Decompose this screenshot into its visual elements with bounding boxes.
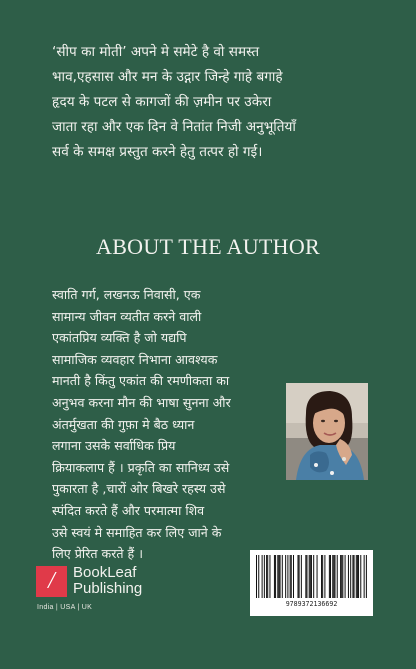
barcode-bar (360, 555, 361, 598)
barcode-bar (262, 555, 263, 598)
barcode-bar (277, 555, 278, 598)
barcode-bar (329, 555, 330, 598)
barcode-bar (337, 555, 338, 598)
barcode-bar (275, 555, 276, 598)
barcode-bars-icon (256, 555, 367, 598)
barcode-bar (358, 555, 359, 598)
barcode-bar (317, 555, 318, 598)
barcode-bar (256, 555, 257, 598)
barcode-bar (321, 555, 322, 598)
barcode-bar (330, 555, 331, 598)
barcode-bar (278, 555, 279, 598)
author-bio: स्वाति गर्ग, लखनऊ निवासी, एक सामान्य जीवन व्यतीत करने वाली एकांतप्रिय व्यक्ति है जो यद्यपि सामाजिक व्यवहार निभाना आवश्यक मानती है किंतु एकांत की रमणीकता का अनुभव करना मौन की भाषा सुनना और अंतर्मुखता की गुफ़ा मे बैठ ध्यान लगाना उसके सर्वाधिक प्रिय क्रियाकलाप हैं । प्रकृति का सानिध्य उसे पुकारता है ,चारों ओर बिखरे रहस्य उसे स्पंदित करते हैं और परमात्मा शिव उसे स्वयं मे समाहित कर लिए जाने के लिए प्रेरित करते हैं । (52, 287, 231, 562)
publisher-name-line1: BookLeaf (73, 564, 137, 581)
author-photo (286, 383, 368, 480)
barcode-bar (332, 555, 333, 598)
barcode-bar (345, 555, 346, 598)
barcode-bar (266, 555, 267, 598)
barcode-bar (290, 555, 291, 598)
book-blurb: ‘सीप का मोती’ अपने मे समेटे है वो समस्त भाव,एहसास और मन के उद्गार जिन्हे गाहे बगाहे हृदय के पटल से कागजों की ज़मीन पर उकेरा जाता रहा और एक दिन वे नितांत निजी अनुभूतियाँ सर्व के समक्ष प्रस्तुत करने हेतु तत्पर हो गई। (52, 44, 296, 160)
barcode-bar (305, 555, 306, 598)
barcode-bar (342, 555, 343, 598)
barcode-bar (293, 555, 294, 598)
barcode-bar (340, 555, 341, 598)
barcode-bar (310, 555, 311, 598)
barcode-bar (274, 555, 275, 598)
barcode-bar (311, 555, 312, 598)
author-portrait-illustration (286, 383, 368, 480)
publisher-name-line2: Publishing (73, 580, 143, 597)
barcode-bar (348, 555, 349, 598)
barcode-bar (306, 555, 307, 598)
barcode-bar (352, 555, 353, 598)
barcode-bar (282, 555, 283, 598)
barcode-bar (287, 555, 288, 598)
barcode-bar (334, 555, 335, 598)
barcode-bar (269, 555, 270, 598)
barcode-bar (309, 555, 310, 598)
barcode-bar (264, 555, 265, 598)
barcode-bar (357, 555, 358, 598)
barcode-bar (366, 555, 367, 598)
barcode-bar (322, 555, 323, 598)
barcode-bar (333, 555, 334, 598)
about-the-author-heading: ABOUT THE AUTHOR (96, 234, 320, 259)
publisher-logo (36, 566, 176, 616)
barcode-bar (313, 555, 314, 598)
publisher-regions: India | USA | UK (37, 604, 93, 611)
barcode-bar (267, 555, 268, 598)
barcode-bar (258, 555, 259, 598)
barcode-bar (299, 555, 300, 598)
barcode-bar (364, 555, 365, 598)
barcode-bar (285, 555, 286, 598)
barcode-bar (297, 555, 298, 598)
barcode-bar (350, 555, 351, 598)
isbn-number: 9789372136692 (285, 600, 338, 608)
barcode-bar (324, 555, 325, 598)
barcode-bar (356, 555, 357, 598)
barcode-bar (301, 555, 302, 598)
publisher-mark-icon: / (36, 566, 67, 597)
barcode-bar (341, 555, 342, 598)
barcode-bar (291, 555, 292, 598)
barcode-bar (280, 555, 281, 598)
barcode-bar (354, 555, 355, 598)
isbn-barcode (250, 550, 373, 616)
